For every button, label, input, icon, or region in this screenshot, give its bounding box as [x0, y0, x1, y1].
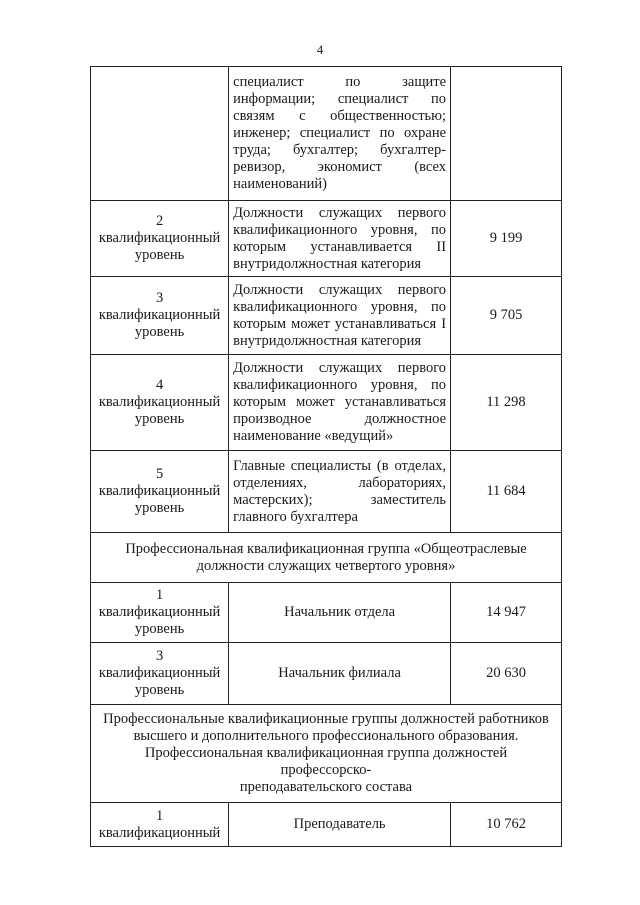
level-cell: 4 квалификационный уровень — [91, 355, 229, 451]
table-row — [91, 451, 562, 533]
table-row — [91, 643, 562, 705]
page-number: 4 — [316, 42, 324, 57]
position-cell: Начальник филиала — [229, 643, 451, 705]
table-row — [91, 803, 562, 847]
table-row — [91, 355, 562, 451]
table-row — [91, 67, 562, 201]
group-heading: Профессиональная квалификационная группа «Общеотраслевые должности служащих четвертого уровня» — [91, 533, 562, 583]
salary-cell: 9 705 — [451, 277, 562, 355]
salary-cell: 11 684 — [451, 451, 562, 533]
group-header-row — [91, 533, 562, 583]
level-cell: 5 квалификационный уровень — [91, 451, 229, 533]
table-row — [91, 583, 562, 643]
table-row — [91, 277, 562, 355]
group-header-row — [91, 705, 562, 803]
position-cell: Начальник отдела — [229, 583, 451, 643]
group-heading: Профессиональные квалификационные группы должностей работников высшего и дополнительного профессионального образования. Профессиональная квалификационная группа должностей профессорско- преподавательского состава — [91, 705, 562, 803]
salary-cell: 9 199 — [451, 201, 562, 277]
salary-cell: 14 947 — [451, 583, 562, 643]
level-cell — [91, 67, 229, 201]
positions-cell: Должности служащих первого квалификационного уровня, по которым может устанавливаться производное должностное наименование «ведущий» — [229, 355, 451, 451]
level-cell: 3 квалификационный уровень — [91, 643, 229, 705]
position-cell: Преподаватель — [229, 803, 451, 847]
salary-cell — [451, 67, 562, 201]
salary-cell: 10 762 — [451, 803, 562, 847]
positions-cell: Должности служащих первого квалификационного уровня, по которым может устанавливаться I внутридолжностная категория — [229, 277, 451, 355]
positions-cell: Должности служащих первого квалификационного уровня, по которым устанавливается II внутридолжностная категория — [229, 201, 451, 277]
level-cell: 3 квалификационный уровень — [91, 277, 229, 355]
salary-cell: 20 630 — [451, 643, 562, 705]
salary-table — [90, 66, 562, 847]
positions-cell: Главные специалисты (в отделах, отделениях, лабораториях, мастерских); заместитель главного бухгалтера — [229, 451, 451, 533]
level-cell: 1 квалификационный — [91, 803, 229, 847]
level-cell: 2 квалификационный уровень — [91, 201, 229, 277]
positions-cell: специалист по защите информации; специалист по связям с общественностью; инженер; специалист по охране труда; бухгалтер; бухгалтер- ревизор, экономист (всех наименований) — [229, 67, 451, 201]
level-cell: 1 квалификационный уровень — [91, 583, 229, 643]
salary-cell: 11 298 — [451, 355, 562, 451]
table-row — [91, 201, 562, 277]
